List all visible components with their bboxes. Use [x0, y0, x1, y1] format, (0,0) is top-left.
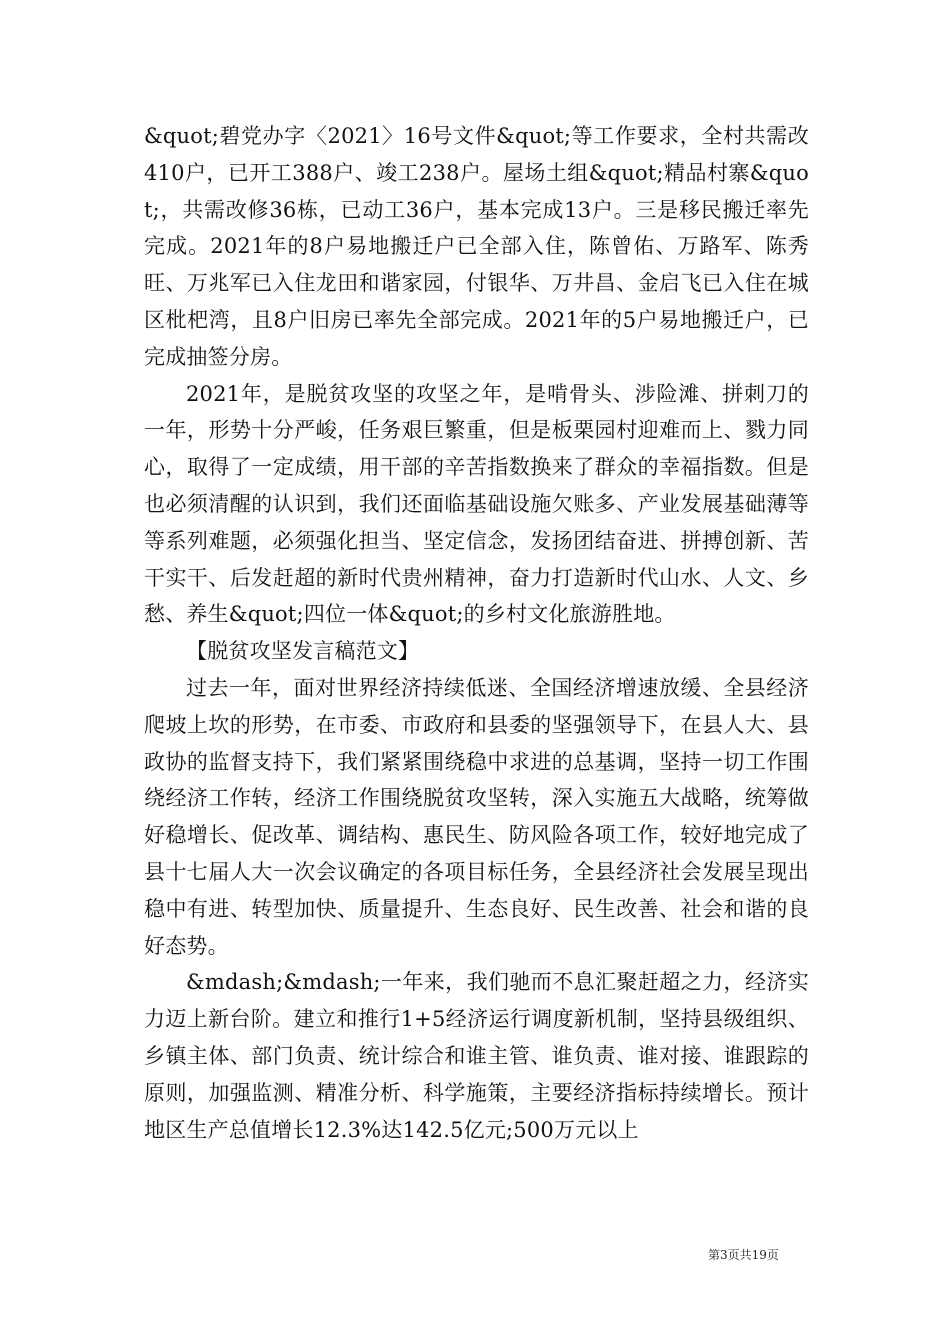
- paragraph-past-year-review: 过去一年，面对世界经济持续低迷、全国经济增速放缓、全县经济爬坡上坎的形势，在市委、市政府和县委的坚强领导下，在县人大、县政协的监督支持下，我们紧紧围绕稳中求进的总基调，坚持一切工作围绕经济工作转，经济工作围绕脱贫攻坚转，深入实施五大战略，统筹做好稳增长、促改革、调结构、惠民生、防风险各项工作，较好地完成了县十七届人大一次会议确定的各项目标任务，全县经济社会发展呈现出稳中有进、转型加快、质量提升、生态良好、民生改善、社会和谐的良好态势。: [144, 675, 809, 958]
- page-number-footer: 第3页共19页: [708, 1248, 779, 1262]
- paragraph-economic-strength: &mdash;&mdash;一年来，我们驰而不息汇聚赶超之力，经济实力迈上新台阶。建立和推行1+5经济运行调度新机制，坚持县级组织、乡镇主体、部门负责、统计综合和谁主管、谁负责、谁对接、谁跟踪的原则，加强监测、精准分析、科学施策，主要经济指标持续增长。预计地区生产总值增长12.3%达142.5亿元;500万元以上: [144, 970, 809, 1142]
- document-body: [144, 118, 809, 1148]
- paragraph-poverty-year-summary: 2021年，是脱贫攻坚的攻坚之年，是啃骨头、涉险滩、拼刺刀的一年，形势十分严峻，任务艰巨繁重，但是板栗园村迎难而上、戮力同心，取得了一定成绩，用干部的辛苦指数换来了群众的幸福指数。但是也必须清醒的认识到，我们还面临基础设施欠账多、产业发展基础薄等等系列难题，必须强化担当、坚定信念，发扬团结奋进、拼搏创新、苦干实干、后发赶超的新时代贵州精神，奋力打造新时代山水、人文、乡愁、养生&quot;四位一体&quot;的乡村文化旅游胜地。: [144, 381, 809, 627]
- paragraph-continuation: &quot;碧党办字〈2021〉16号文件&quot;等工作要求，全村共需改410户，已开工388户、竣工238户。屋场土组&quot;精品村寨&quot;，共需改修36栋，已动工36户，基本完成13户。三是移民搬迁率先完成。2021年的8户易地搬迁户已全部入住，陈曾佑、万路军、陈秀旺、万兆军已入住龙田和谐家园，付银华、万井昌、金启飞已入住在城区枇杷湾，且8户旧房已率先全部完成。2021年的5户易地搬迁户，已完成抽签分房。: [144, 124, 809, 369]
- section-heading: 【脱贫攻坚发言稿范文】: [186, 639, 420, 664]
